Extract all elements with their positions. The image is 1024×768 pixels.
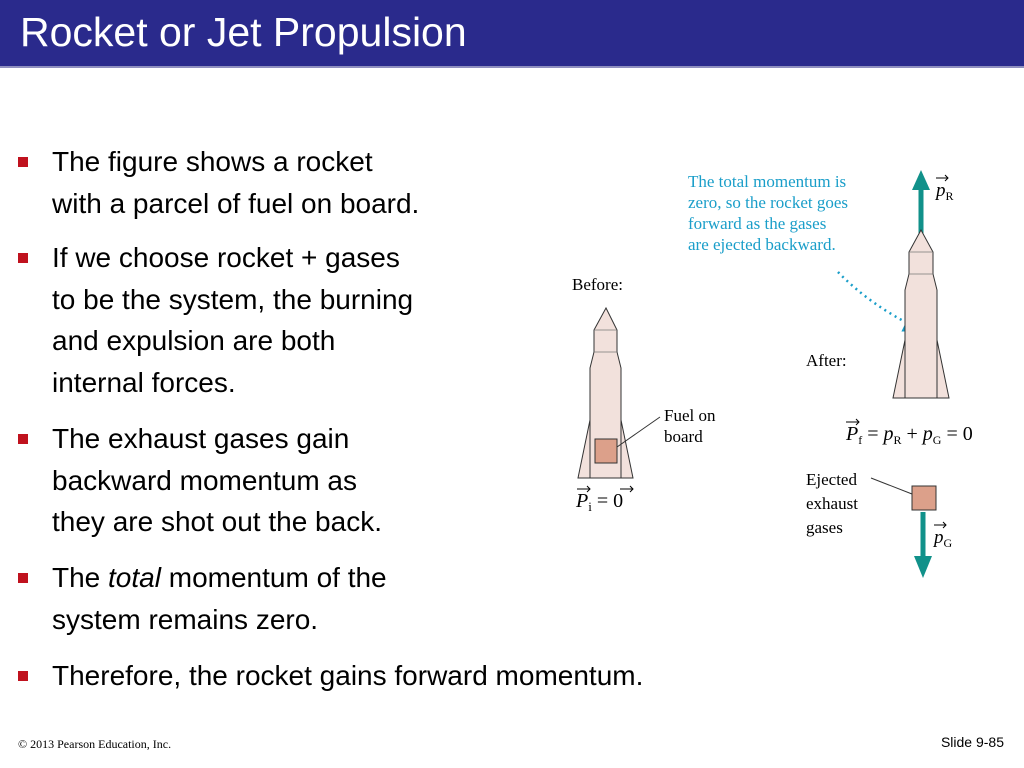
bullet-line: The figure shows a rocket	[52, 146, 373, 177]
gas-momentum-label: $p_G$	[934, 527, 953, 550]
bullet-line: The exhaust gases gain	[52, 423, 350, 454]
ejected-label: Ejected exhaust gases	[806, 470, 858, 537]
bullet-line: system remains zero.	[52, 603, 319, 635]
callout-text: The total momentum is zero, so the rocket goes forward as the gases are ejected backward.	[688, 172, 849, 254]
fuel-parcel	[595, 439, 617, 463]
after-label: After:	[806, 351, 847, 370]
momentum-arrowhead	[914, 556, 932, 578]
rocket-after	[893, 230, 949, 398]
slide-title: Rocket or Jet Propulsion	[20, 9, 467, 55]
fuel-label: Fuel on board	[664, 406, 716, 446]
bullet-line: Therefore, the rocket gains forward momentum.	[52, 660, 644, 691]
bullet-line: to be the system, the burning	[52, 283, 414, 315]
bullet-text: momentum of the	[160, 562, 387, 593]
bullet-line: internal forces.	[52, 366, 236, 398]
final-momentum-equation: $P_f = p_R + p_G = 0$	[846, 423, 973, 447]
slide-number: Slide 9-85	[940, 734, 1004, 750]
bullet-line: with a parcel of fuel on board.	[52, 187, 420, 219]
copyright-text: © 2013 Pearson Education, Inc.	[18, 737, 172, 751]
bullet-line: they are shot out the back.	[52, 506, 382, 537]
ejected-gas-parcel	[912, 486, 936, 510]
momentum-arrowhead	[912, 170, 930, 190]
ejected-leader-line	[871, 478, 912, 494]
emphasis-text: total	[108, 562, 161, 593]
rocket-momentum-label: $p_R$	[936, 180, 954, 203]
initial-momentum-equation: $P_i = 0$	[576, 490, 624, 514]
bullet-line: backward momentum as	[52, 464, 358, 496]
bullet-line: If we choose rocket + gases	[52, 242, 400, 273]
bullet-line: and expulsion are both	[52, 325, 336, 356]
bullet-text: The	[52, 562, 109, 593]
before-label: Before:	[572, 275, 623, 294]
